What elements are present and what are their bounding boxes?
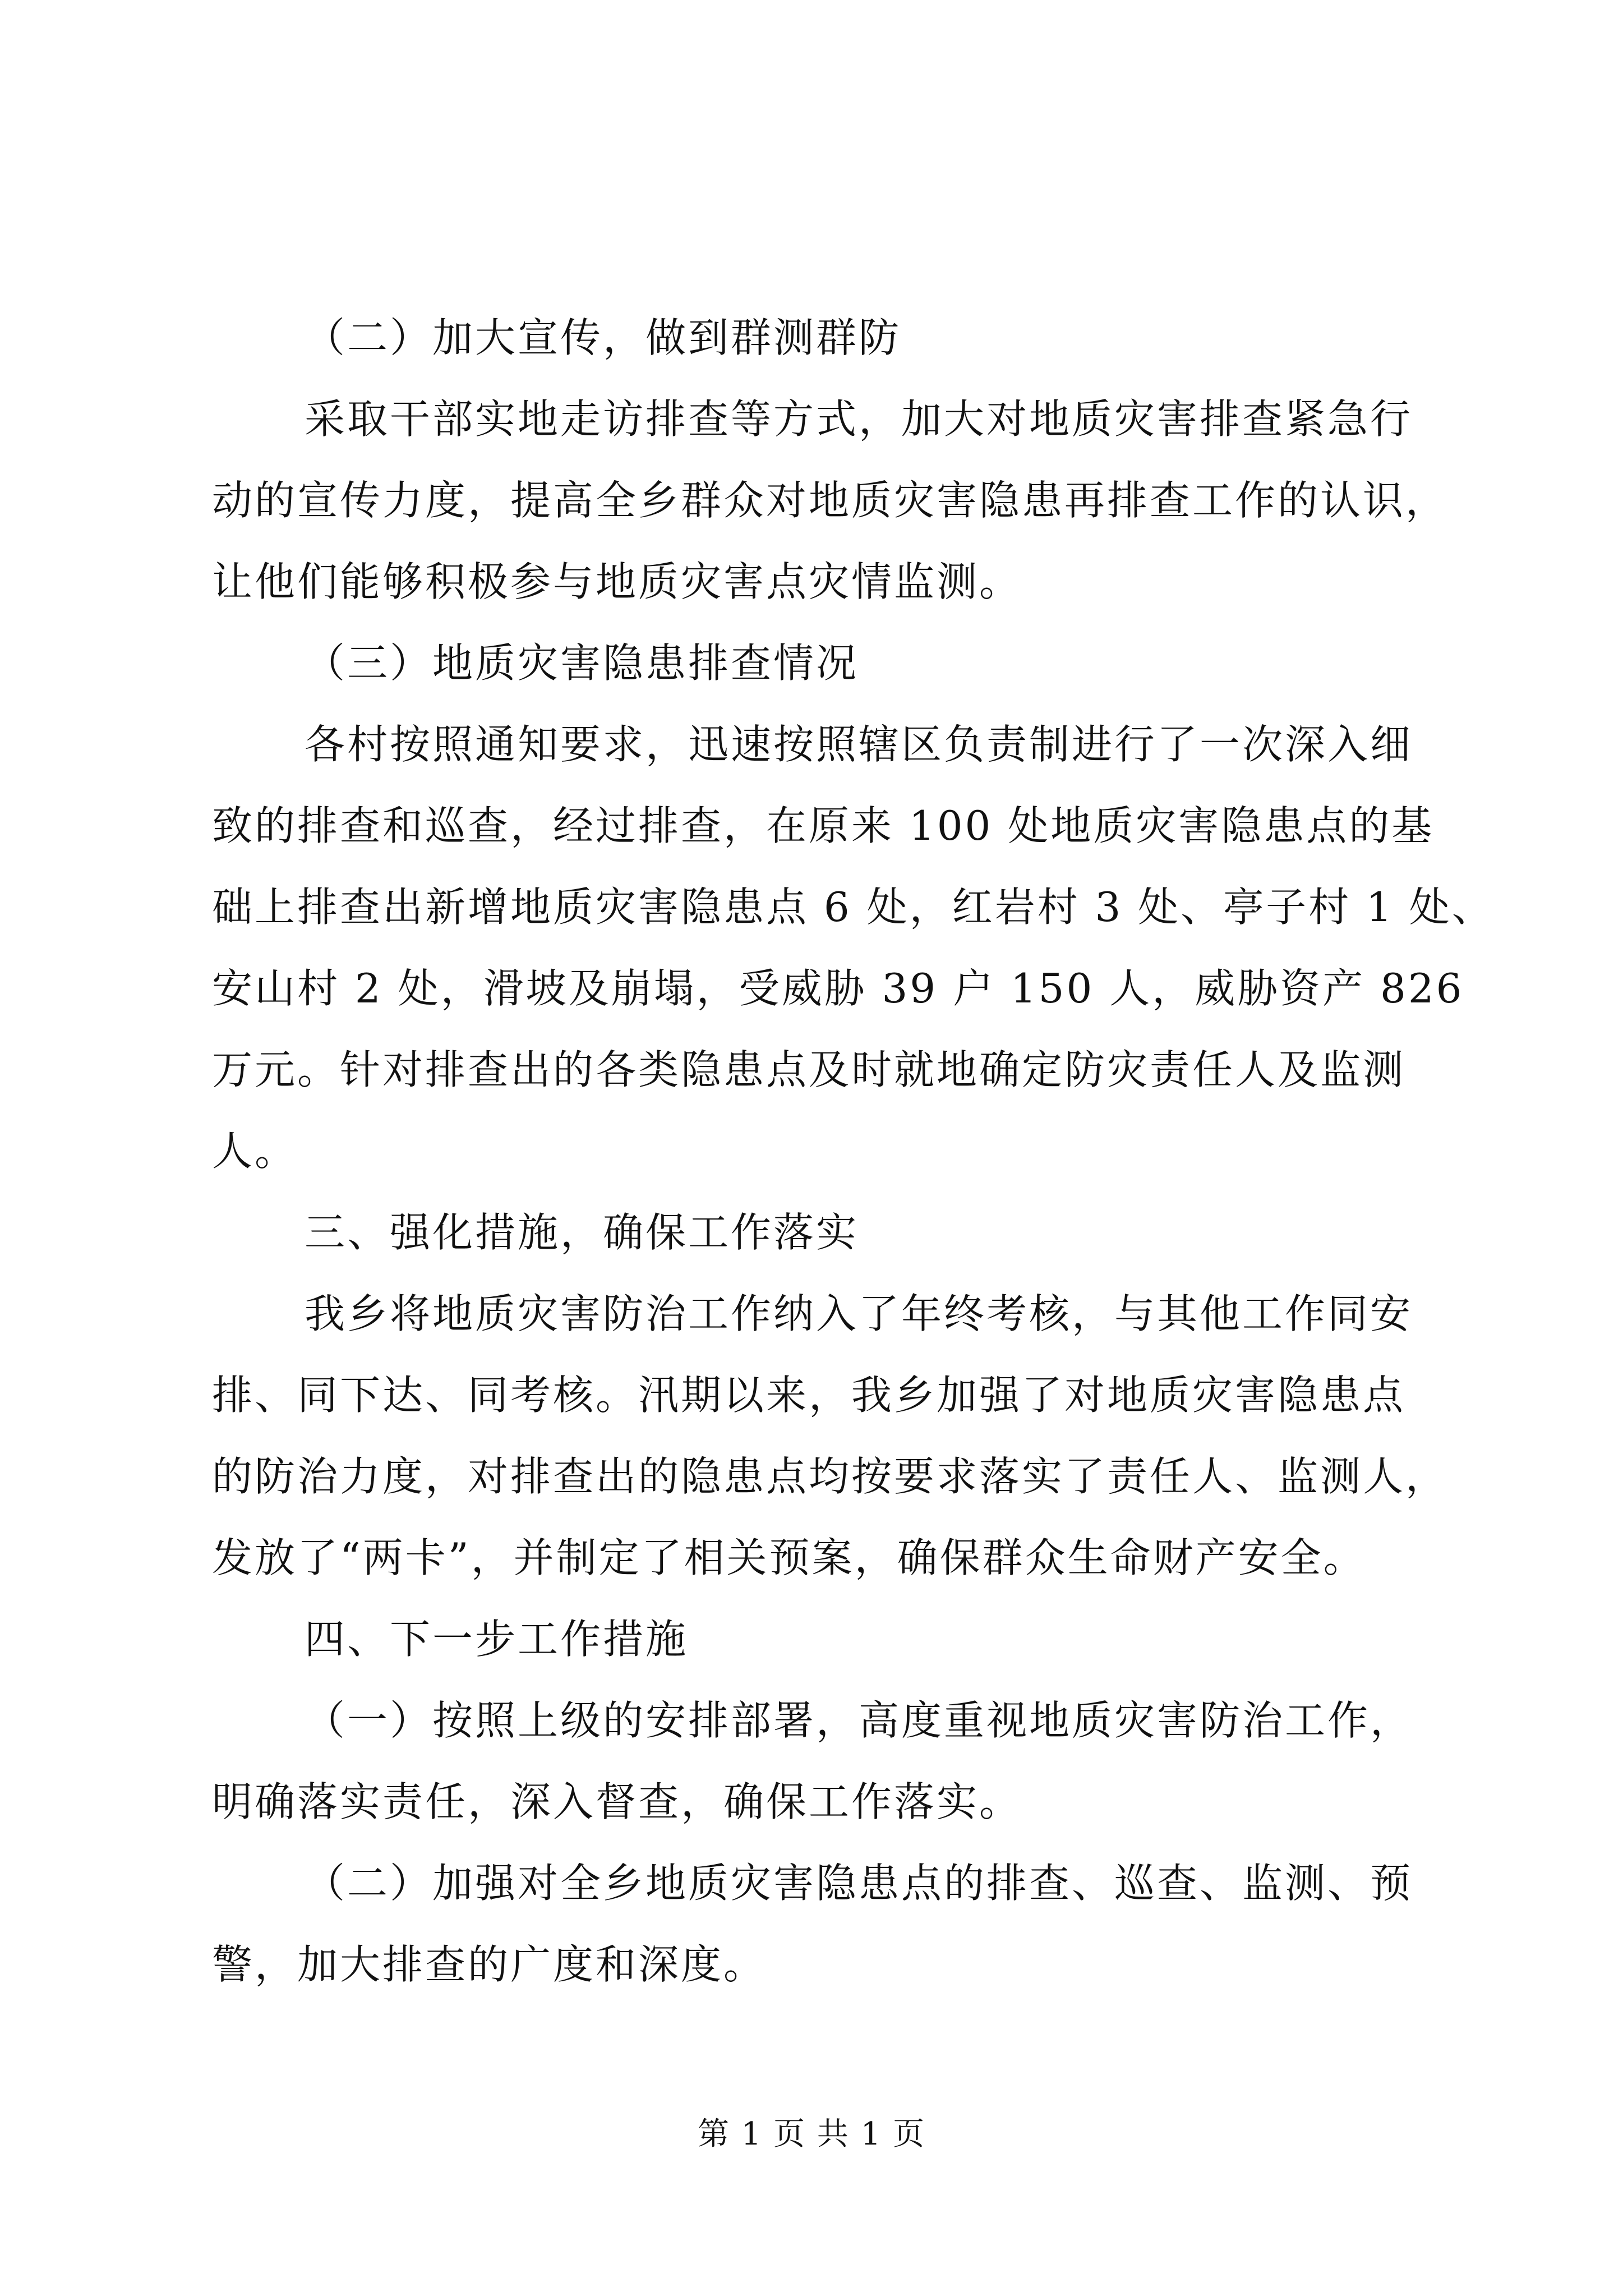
paragraph-line: 的防治力度，对排查出的隐患点均按要求落实了责任人、监测人， — [212, 1453, 1449, 1500]
paragraph-line: 采取干部实地走访排查等方式，加大对地质灾害排查紧急行 — [305, 395, 1413, 443]
paragraph-line: 警，加大排查的广度和深度。 — [212, 1941, 767, 1988]
paragraph-line: 发放了“两卡”，并制定了相关预案，确保群众生命财产安全。 — [212, 1534, 1366, 1581]
heading-propaganda: （二）加大宣传，做到群测群防 — [305, 314, 902, 361]
paragraph-line: 排、同下达、同考核。汛期以来，我乡加强了对地质灾害隐患点 — [212, 1372, 1406, 1419]
paragraph-line: 我乡将地质灾害防治工作纳入了年终考核，与其他工作同安 — [305, 1290, 1413, 1337]
heading-strengthen-measures: 三、强化措施，确保工作落实 — [305, 1209, 859, 1256]
paragraph-line: 人。 — [212, 1128, 298, 1175]
paragraph-line: 安山村 2 处，滑坡及崩塌，受威胁 39 户 150 人，威胁资产 826 — [212, 965, 1464, 1012]
paragraph-line: 各村按照通知要求，迅速按照辖区负责制进行了一次深入细 — [305, 721, 1413, 768]
heading-hazard-survey: （三）地质灾害隐患排查情况 — [305, 639, 859, 687]
document-body — [212, 297, 1495, 2005]
paragraph-line: 础上排查出新增地质灾害隐患点 6 处，红岩村 3 处、亭子村 1 处、 — [212, 884, 1495, 931]
paragraph-line: 让他们能够积极参与地质灾害点灾情监测。 — [212, 558, 1022, 605]
heading-next-steps: 四、下一步工作措施 — [305, 1616, 689, 1663]
paragraph-line: 万元。针对排查出的各类隐患点及时就地确定防灾责任人及监测 — [212, 1046, 1406, 1093]
paragraph-line: 明确落实责任，深入督查，确保工作落实。 — [212, 1778, 1022, 1825]
paragraph-line: 动的宣传力度，提高全乡群众对地质灾害隐患再排查工作的认识， — [212, 477, 1449, 524]
paragraph-line: （一）按照上级的安排部署，高度重视地质灾害防治工作， — [305, 1697, 1413, 1744]
paragraph-line: 致的排查和巡查，经过排查，在原来 100 处地质灾害隐患点的基 — [212, 802, 1435, 849]
paragraph-line: （二）加强对全乡地质灾害隐患点的排查、巡查、监测、预 — [305, 1860, 1413, 1907]
page-number-footer: 第 1 页 共 1 页 — [697, 2116, 926, 2152]
